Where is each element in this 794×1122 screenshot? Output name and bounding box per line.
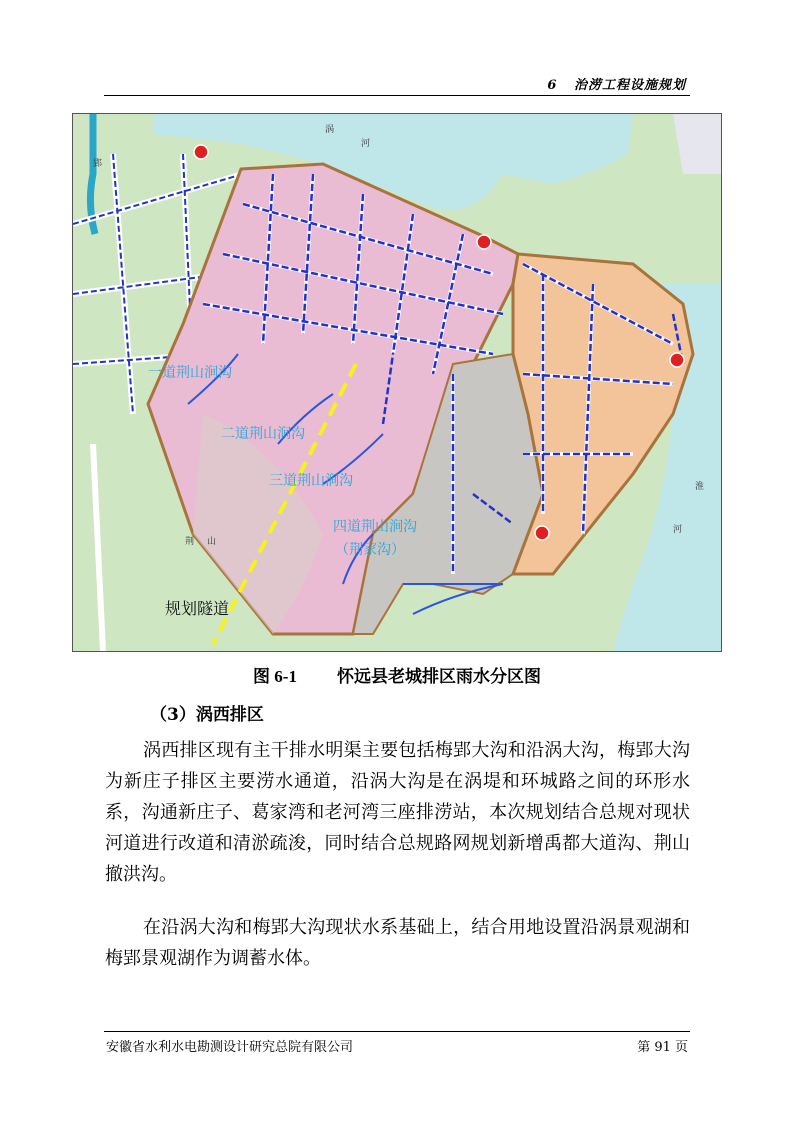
map-svg [73, 114, 721, 651]
footer-organization: 安徽省水利水电勘测设计研究总院有限公司 [106, 1040, 354, 1055]
paragraph-1: 涡西排区现有主干排水明渠主要包括梅郢大沟和沿涡大沟，梅郢大沟为新庄子排区主要涝水通道，沿涡大沟是在涡堤和环城路之间的环形水系，沟通新庄子、葛家湾和老河湾三座排涝站，本次规划结合总规对现状河道进行改道和清淤疏浚，同时结合总规路网规划新增禹都大道沟、荆山撤洪沟。 [105, 740, 690, 885]
label-planned-tunnel: 规划隧道 [165, 599, 230, 618]
page-header [547, 74, 686, 93]
section-heading: （3）涡西排区 [150, 705, 264, 725]
paragraph-2: 在沿涡大沟和梅郢大沟现状水系基础上，结合用地设置沿涡景观湖和梅郢景观湖作为调蓄水体。 [105, 917, 690, 969]
footer-rule [104, 1031, 690, 1032]
drainage-zone-map [72, 113, 722, 652]
label-gully-4: 四道荆山涧沟 [333, 519, 417, 535]
label-river-huai-he: 河 [673, 525, 683, 535]
chapter-title: 治涝工程设施规划 [573, 78, 686, 93]
label-gully-4-alias: （荆家沟） [335, 542, 405, 558]
pump-station-icon [194, 145, 208, 159]
label-river-huai: 淮 [695, 482, 705, 492]
label-gully-3: 三道荆山涧沟 [269, 473, 353, 489]
label-gully-1: 一道荆山涧沟 [148, 365, 232, 381]
pump-station-icon [535, 526, 549, 540]
label-gully-2: 二道荆山涧沟 [221, 426, 305, 442]
chapter-number: 6 [547, 78, 558, 93]
label-hill-shan: 山 [207, 537, 217, 547]
label-river-guo: 涡 [325, 125, 335, 135]
footer-page-number: 第 91 页 [637, 1040, 688, 1055]
figure-caption [0, 662, 794, 687]
label-river-he: 河 [361, 139, 371, 149]
figure-number: 图 6-1 [253, 667, 297, 686]
label-hill-jing: 荆 [185, 537, 195, 547]
pump-station-icon [670, 353, 684, 367]
header-rule [104, 95, 690, 96]
pump-station-icon [477, 235, 491, 249]
figure-title: 怀远县老城排区雨水分区图 [336, 667, 541, 687]
label-ying: 郢 [93, 159, 103, 169]
